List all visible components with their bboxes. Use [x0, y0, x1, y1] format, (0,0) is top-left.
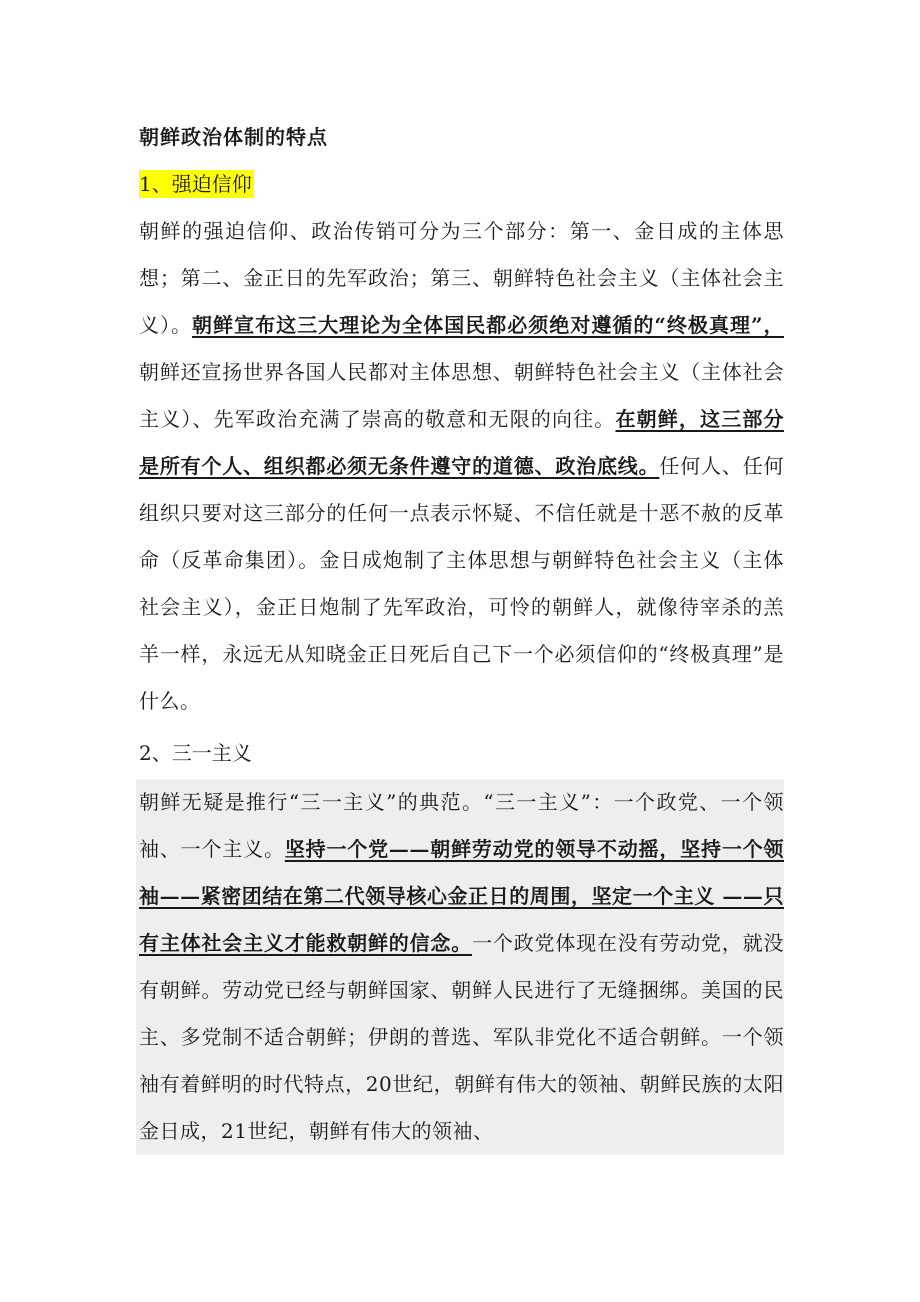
section-heading-2: 2、三一主义	[139, 741, 252, 765]
paragraph-text: 朝鲜无疑是推行“三一主义”的典范。“三一主义”：一个政党、一个领袖、一个主义。	[139, 790, 784, 861]
paragraph-text: 朝鲜的强迫信仰、政治传销可分为三个部分：第一、金日成的主体思想；第二、金正日的先军政治；第三、朝鲜特色社会主义（主体社会主义）。	[139, 219, 784, 337]
document-title: 朝鲜政治体制的特点	[139, 125, 328, 149]
paragraph-text: 任何人、任何组织只要对这三部分的任何一点表示怀疑、不信任就是十恶不赦的反革命（反革命集团）。金日成炮制了主体思想与朝鲜特色社会主义（主体社会主义），金正日炮制了先军政治，可怜的朝鲜人，就像待宰杀的羔羊一样，永远无从知晓金正日死后自己下一个必须信仰的“终极真理”是什么。	[139, 454, 785, 713]
section-2-paragraph	[136, 779, 784, 1155]
section-heading-1	[139, 166, 784, 202]
emphasized-text: 在朝鲜，这三部分是所有个人、组织都必须无条件遵守的道德、政治底线。	[139, 407, 785, 478]
paragraph-text: 一个政党体现在没有劳动党，就没有朝鲜。劳动党已经与朝鲜国家、朝鲜人民进行了无缝捆绑。美国的民主、多党制不适合朝鲜；伊朗的普选、军队非党化不适合朝鲜。一个领袖有着鲜明的时代特点，20世纪，朝鲜有伟大的领袖、朝鲜民族的太阳金日成，21世纪，朝鲜有伟大的领袖、	[139, 931, 785, 1143]
emphasized-text: 朝鲜宣布这三大理论为全体国民都必须绝对遵循的“终极真理”，	[192, 313, 784, 337]
highlighted-heading-text: 1、强迫信仰	[139, 172, 252, 196]
section-1-paragraph	[139, 208, 784, 725]
emphasized-text: 坚持一个党——朝鲜劳动党的领导不动摇，坚持一个领袖——紧密团结在第二代领导核心金正日的周围，坚定一个主义 ——只有主体社会主义才能救朝鲜的信念。	[139, 837, 785, 955]
document-page	[139, 118, 784, 1155]
paragraph-text: 朝鲜还宣扬世界各国人民都对主体思想、朝鲜特色社会主义（主体社会主义）、先军政治充满了崇高的敬意和无限的向往。	[139, 360, 784, 431]
